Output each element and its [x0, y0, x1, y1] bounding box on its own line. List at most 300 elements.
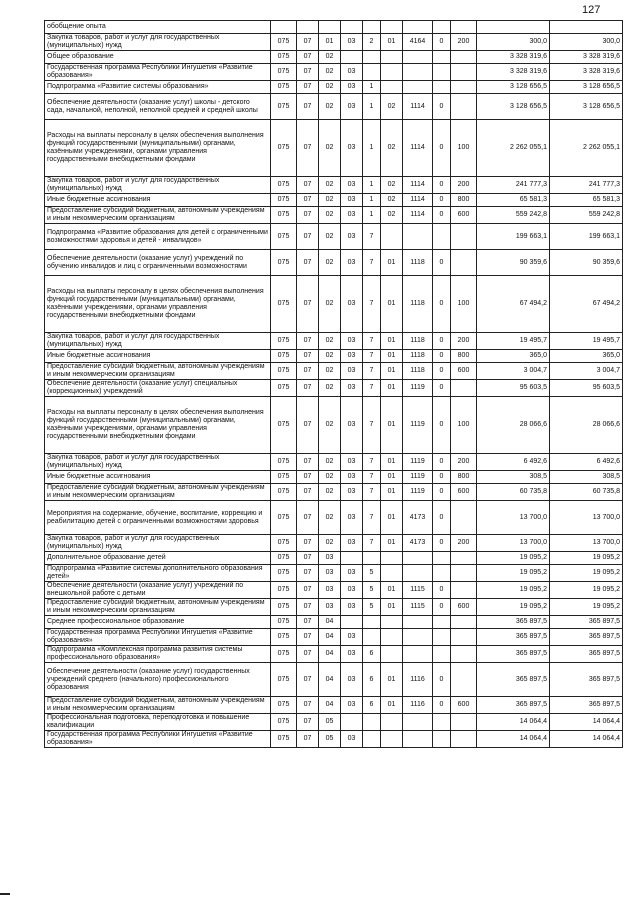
cell-c9: 100 — [451, 120, 477, 177]
cell-c1: 075 — [271, 81, 297, 94]
cell-c5: 1 — [363, 207, 381, 224]
table-row — [45, 51, 623, 64]
cell-c8: 0 — [433, 535, 451, 552]
cell-c9: 600 — [451, 599, 477, 616]
cell-c2: 07 — [297, 380, 319, 397]
cell-c6: 01 — [381, 599, 403, 616]
table-row — [45, 629, 623, 646]
table-row — [45, 454, 623, 471]
cell-c6: 02 — [381, 94, 403, 120]
cell-c7: 1116 — [403, 663, 433, 697]
cell-a1: 3 128 656,5 — [477, 94, 550, 120]
cell-name: Обеспечение деятельности (оказание услуг) специальных (коррекционных) учреждений — [45, 380, 271, 397]
cell-c1: 075 — [271, 194, 297, 207]
cell-c3 — [319, 21, 341, 34]
cell-c3: 02 — [319, 535, 341, 552]
cell-c7 — [403, 629, 433, 646]
cell-c1: 075 — [271, 94, 297, 120]
cell-a2: 365 897,5 — [550, 616, 623, 629]
cell-c2: 07 — [297, 81, 319, 94]
cell-c4 — [341, 552, 363, 565]
table-row — [45, 616, 623, 629]
cell-c4: 03 — [341, 663, 363, 697]
cell-name: обобщение опыта — [45, 21, 271, 34]
cell-c9: 200 — [451, 333, 477, 350]
table-row — [45, 535, 623, 552]
cell-c3: 02 — [319, 224, 341, 250]
table-row — [45, 34, 623, 51]
cell-c5 — [363, 616, 381, 629]
cell-a1: 2 262 055,1 — [477, 120, 550, 177]
cell-c5: 6 — [363, 663, 381, 697]
cell-c3: 02 — [319, 51, 341, 64]
cell-a1: 559 242,8 — [477, 207, 550, 224]
cell-c1: 075 — [271, 207, 297, 224]
cell-c7: 1119 — [403, 454, 433, 471]
cell-c8 — [433, 21, 451, 34]
cell-c1: 075 — [271, 484, 297, 501]
cell-c5: 1 — [363, 120, 381, 177]
cell-c2: 07 — [297, 663, 319, 697]
cell-a1: 365,0 — [477, 350, 550, 363]
cell-name: Государственная программа Республики Ингушетия «Развитие образования» — [45, 64, 271, 81]
cell-c1: 075 — [271, 454, 297, 471]
cell-c6: 01 — [381, 363, 403, 380]
cell-a1: 28 066,6 — [477, 397, 550, 454]
cell-name: Профессиональная подготовка, переподготовка и повышение квалификации — [45, 714, 271, 731]
cell-name: Обеспечение деятельности (оказание услуг) школы - детского сада, начальной, неполной, неполной средней и средней школы — [45, 94, 271, 120]
cell-a2: 13 700,0 — [550, 501, 623, 535]
cell-a2: 14 064,4 — [550, 731, 623, 748]
cell-c3: 03 — [319, 582, 341, 599]
cell-a1: 300,0 — [477, 34, 550, 51]
cell-c3: 01 — [319, 34, 341, 51]
cell-c5: 7 — [363, 454, 381, 471]
cell-a1: 3 128 656,5 — [477, 81, 550, 94]
cell-a2: 3 128 656,5 — [550, 81, 623, 94]
cell-c3: 02 — [319, 501, 341, 535]
cell-name: Подпрограмма «Развитие образования для детей с ограниченными возможностями здоровья и детей - инвалидов» — [45, 224, 271, 250]
cell-c5 — [363, 629, 381, 646]
cell-c9: 200 — [451, 454, 477, 471]
cell-c2: 07 — [297, 714, 319, 731]
cell-c2: 07 — [297, 51, 319, 64]
cell-a1: 19 095,2 — [477, 599, 550, 616]
cell-c2 — [297, 21, 319, 34]
cell-c2: 07 — [297, 501, 319, 535]
table-row — [45, 646, 623, 663]
cell-c3: 02 — [319, 207, 341, 224]
cell-c6 — [381, 629, 403, 646]
cell-c2: 07 — [297, 276, 319, 333]
cell-a2: 308,5 — [550, 471, 623, 484]
cell-c7: 1115 — [403, 582, 433, 599]
cell-c5: 5 — [363, 599, 381, 616]
cell-c6 — [381, 616, 403, 629]
cell-c4: 03 — [341, 454, 363, 471]
cell-c2: 07 — [297, 397, 319, 454]
cell-c7: 4173 — [403, 501, 433, 535]
cell-name: Государственная программа Республики Ингушетия «Развитие образования» — [45, 629, 271, 646]
cell-c3: 04 — [319, 697, 341, 714]
cell-c1: 075 — [271, 471, 297, 484]
cell-c1: 075 — [271, 34, 297, 51]
cell-c4 — [341, 21, 363, 34]
cell-a1: 19 495,7 — [477, 333, 550, 350]
cell-c3: 04 — [319, 646, 341, 663]
table-row — [45, 363, 623, 380]
cell-c3: 02 — [319, 120, 341, 177]
table-row — [45, 484, 623, 501]
cell-c7: 1118 — [403, 363, 433, 380]
cell-c8 — [433, 646, 451, 663]
cell-c8: 0 — [433, 582, 451, 599]
cell-c6: 01 — [381, 380, 403, 397]
cell-name: Общее образование — [45, 51, 271, 64]
cell-c7: 1114 — [403, 207, 433, 224]
cell-a2: 3 004,7 — [550, 363, 623, 380]
cell-c4: 03 — [341, 501, 363, 535]
cell-c5: 5 — [363, 565, 381, 582]
cell-c5: 7 — [363, 276, 381, 333]
cell-name: Дополнительное образование детей — [45, 552, 271, 565]
table-row — [45, 380, 623, 397]
cell-a1: 365 897,5 — [477, 629, 550, 646]
table-row — [45, 276, 623, 333]
cell-c4: 03 — [341, 363, 363, 380]
cell-c2: 07 — [297, 333, 319, 350]
cell-c7: 1114 — [403, 194, 433, 207]
cell-c3: 02 — [319, 471, 341, 484]
cell-c7: 1119 — [403, 471, 433, 484]
cell-c3: 05 — [319, 714, 341, 731]
cell-c9 — [451, 565, 477, 582]
cell-c7 — [403, 565, 433, 582]
cell-c8: 0 — [433, 250, 451, 276]
cell-a2: 60 735,8 — [550, 484, 623, 501]
cell-c9 — [451, 81, 477, 94]
cell-c4: 03 — [341, 697, 363, 714]
cell-a1: 14 064,4 — [477, 731, 550, 748]
cell-c2: 07 — [297, 599, 319, 616]
table-body — [45, 21, 623, 748]
cell-c2: 07 — [297, 177, 319, 194]
cell-c8 — [433, 51, 451, 64]
cell-a1: 13 700,0 — [477, 535, 550, 552]
cell-c1: 075 — [271, 276, 297, 333]
cell-c2: 07 — [297, 731, 319, 748]
cell-name: Подпрограмма «Развитие системы образования» — [45, 81, 271, 94]
cell-c1: 075 — [271, 397, 297, 454]
cell-c5: 5 — [363, 582, 381, 599]
cell-c2: 07 — [297, 194, 319, 207]
cell-c7: 1114 — [403, 94, 433, 120]
cell-c5: 1 — [363, 194, 381, 207]
cell-c5: 6 — [363, 646, 381, 663]
cell-name: Подпрограмма «Комплексная программа развития системы профессионального образования» — [45, 646, 271, 663]
cell-a2: 19 095,2 — [550, 552, 623, 565]
cell-c7 — [403, 731, 433, 748]
cell-a1: 67 494,2 — [477, 276, 550, 333]
cell-c3: 02 — [319, 333, 341, 350]
cell-c2: 07 — [297, 646, 319, 663]
cell-c1: 075 — [271, 697, 297, 714]
cell-c7 — [403, 21, 433, 34]
cell-a1: 90 359,6 — [477, 250, 550, 276]
cell-c9 — [451, 552, 477, 565]
cell-c3: 04 — [319, 616, 341, 629]
cell-c7 — [403, 646, 433, 663]
cell-c7: 1119 — [403, 380, 433, 397]
cell-c5: 1 — [363, 94, 381, 120]
cell-c5: 7 — [363, 380, 381, 397]
cell-c3: 02 — [319, 363, 341, 380]
cell-c4: 03 — [341, 250, 363, 276]
table-row — [45, 250, 623, 276]
cell-c5: 7 — [363, 363, 381, 380]
cell-c3: 02 — [319, 177, 341, 194]
cell-c4: 03 — [341, 120, 363, 177]
cell-name: Обеспечение деятельности (оказание услуг) учреждений по обучению инвалидов и лиц с ограниченными возможностями — [45, 250, 271, 276]
cell-c6: 01 — [381, 663, 403, 697]
cell-c6 — [381, 552, 403, 565]
cell-c6 — [381, 81, 403, 94]
cell-c9: 600 — [451, 363, 477, 380]
cell-c8 — [433, 731, 451, 748]
cell-c6: 01 — [381, 484, 403, 501]
cell-c3: 04 — [319, 629, 341, 646]
cell-c2: 07 — [297, 207, 319, 224]
table-row — [45, 177, 623, 194]
cell-c9: 600 — [451, 484, 477, 501]
cell-c7 — [403, 552, 433, 565]
cell-c8: 0 — [433, 333, 451, 350]
cell-c4: 03 — [341, 471, 363, 484]
cell-c6 — [381, 64, 403, 81]
cell-c5: 7 — [363, 397, 381, 454]
cell-a2: 199 663,1 — [550, 224, 623, 250]
cell-c1 — [271, 21, 297, 34]
cell-c3: 02 — [319, 64, 341, 81]
cell-name: Предоставление субсидий бюджетным, автономным учреждениям и иным некоммерческим организациям — [45, 363, 271, 380]
cell-c6: 02 — [381, 177, 403, 194]
cell-c9 — [451, 629, 477, 646]
cell-a1: 365 897,5 — [477, 646, 550, 663]
cell-c1: 075 — [271, 380, 297, 397]
cell-c7 — [403, 616, 433, 629]
cell-c4: 03 — [341, 565, 363, 582]
cell-c3: 02 — [319, 276, 341, 333]
cell-c2: 07 — [297, 582, 319, 599]
cell-c4: 03 — [341, 276, 363, 333]
page-number: 127 — [582, 4, 601, 16]
cell-c6: 01 — [381, 471, 403, 484]
cell-c8: 0 — [433, 276, 451, 333]
cell-a2: 365 897,5 — [550, 629, 623, 646]
cell-a1: 13 700,0 — [477, 501, 550, 535]
cell-a2: 19 495,7 — [550, 333, 623, 350]
cell-c9 — [451, 714, 477, 731]
cell-name: Закупка товаров, работ и услуг для государственных (муниципальных) нужд — [45, 177, 271, 194]
cell-c8: 0 — [433, 599, 451, 616]
table-row — [45, 552, 623, 565]
cell-c3: 05 — [319, 731, 341, 748]
cell-c5 — [363, 731, 381, 748]
cell-c1: 075 — [271, 64, 297, 81]
cell-c6 — [381, 646, 403, 663]
table-row — [45, 64, 623, 81]
cell-c4: 03 — [341, 582, 363, 599]
cell-c9 — [451, 646, 477, 663]
cell-c6 — [381, 21, 403, 34]
cell-c2: 07 — [297, 64, 319, 81]
cell-a2: 65 581,3 — [550, 194, 623, 207]
cell-c6 — [381, 731, 403, 748]
cell-c1: 075 — [271, 501, 297, 535]
cell-c5: 1 — [363, 177, 381, 194]
cell-c6: 01 — [381, 250, 403, 276]
cell-c1: 075 — [271, 120, 297, 177]
cell-c1: 075 — [271, 552, 297, 565]
cell-name: Обеспечение деятельности (оказание услуг) государственных учреждений среднего (начального) профессионального образования — [45, 663, 271, 697]
cell-c9 — [451, 64, 477, 81]
cell-name: Закупка товаров, работ и услуг для государственных (муниципальных) нужд — [45, 34, 271, 51]
cell-name: Закупка товаров, работ и услуг для государственных (муниципальных) нужд — [45, 333, 271, 350]
cell-c1: 075 — [271, 616, 297, 629]
cell-c8: 0 — [433, 697, 451, 714]
cell-c2: 07 — [297, 535, 319, 552]
cell-c2: 07 — [297, 552, 319, 565]
cell-c8: 0 — [433, 34, 451, 51]
cell-c1: 075 — [271, 731, 297, 748]
cell-a2: 6 492,6 — [550, 454, 623, 471]
cell-c5: 7 — [363, 250, 381, 276]
cell-c4: 03 — [341, 629, 363, 646]
cell-a2: 2 262 055,1 — [550, 120, 623, 177]
cell-c6 — [381, 51, 403, 64]
table-row — [45, 207, 623, 224]
cell-c9: 600 — [451, 207, 477, 224]
cell-c3: 02 — [319, 484, 341, 501]
cell-c9 — [451, 582, 477, 599]
cell-c9: 100 — [451, 276, 477, 333]
cell-c6 — [381, 224, 403, 250]
cell-a2: 3 328 319,6 — [550, 51, 623, 64]
cell-c8: 0 — [433, 177, 451, 194]
cell-name: Государственная программа Республики Ингушетия «Развитие образования» — [45, 731, 271, 748]
cell-a2: 95 603,5 — [550, 380, 623, 397]
cell-a2: 3 128 656,5 — [550, 94, 623, 120]
cell-c5: 7 — [363, 471, 381, 484]
cell-c1: 075 — [271, 333, 297, 350]
cell-c8 — [433, 81, 451, 94]
cell-c4: 03 — [341, 224, 363, 250]
cell-c9: 200 — [451, 34, 477, 51]
cell-c9 — [451, 94, 477, 120]
cell-c2: 07 — [297, 120, 319, 177]
cell-c6: 01 — [381, 501, 403, 535]
cell-c8: 0 — [433, 350, 451, 363]
cell-c8 — [433, 224, 451, 250]
cell-c3: 02 — [319, 350, 341, 363]
cell-a2: 14 064,4 — [550, 714, 623, 731]
cell-c6: 01 — [381, 350, 403, 363]
cell-c2: 07 — [297, 484, 319, 501]
scan-edge-mark — [0, 893, 10, 895]
cell-c7 — [403, 64, 433, 81]
cell-c9 — [451, 616, 477, 629]
cell-c7: 1119 — [403, 397, 433, 454]
table-row — [45, 663, 623, 697]
cell-c7: 1118 — [403, 276, 433, 333]
cell-c4: 03 — [341, 177, 363, 194]
cell-c5: 7 — [363, 535, 381, 552]
cell-c7 — [403, 224, 433, 250]
cell-a1: 241 777,3 — [477, 177, 550, 194]
cell-c5: 7 — [363, 484, 381, 501]
cell-c4 — [341, 616, 363, 629]
cell-name: Расходы на выплаты персоналу в целях обеспечения выполнения функций государственными (муниципальными) органами, казёнными учреждениями, органами управления государственными внебюджетными фондами — [45, 120, 271, 177]
cell-c5: 7 — [363, 224, 381, 250]
cell-c7 — [403, 51, 433, 64]
cell-name: Предоставление субсидий бюджетным, автономным учреждениям и иным некоммерческим организациям — [45, 599, 271, 616]
table-row — [45, 582, 623, 599]
cell-name: Закупка товаров, работ и услуг для государственных (муниципальных) нужд — [45, 535, 271, 552]
cell-c6: 02 — [381, 207, 403, 224]
table-row — [45, 120, 623, 177]
cell-a1: 19 095,2 — [477, 582, 550, 599]
cell-c2: 07 — [297, 94, 319, 120]
cell-name: Расходы на выплаты персоналу в целях обеспечения выполнения функций государственными (муниципальными) органами, казёнными учреждениями, органами управления государственными внебюджетными фондами — [45, 397, 271, 454]
table-row — [45, 397, 623, 454]
cell-c3: 03 — [319, 552, 341, 565]
cell-c2: 07 — [297, 565, 319, 582]
cell-c9: 100 — [451, 397, 477, 454]
cell-c6: 01 — [381, 454, 403, 471]
cell-a1: 19 095,2 — [477, 565, 550, 582]
cell-name: Подпрограмма «Развитие системы дополнительного образования детей» — [45, 565, 271, 582]
cell-a1: 19 095,2 — [477, 552, 550, 565]
cell-c2: 07 — [297, 250, 319, 276]
cell-c5: 6 — [363, 697, 381, 714]
cell-c8: 0 — [433, 454, 451, 471]
table-row — [45, 224, 623, 250]
table-row — [45, 350, 623, 363]
cell-c6: 01 — [381, 34, 403, 51]
cell-name: Предоставление субсидий бюджетным, автономным учреждениям и иным некоммерческим организациям — [45, 484, 271, 501]
cell-c4: 03 — [341, 350, 363, 363]
cell-c2: 07 — [297, 350, 319, 363]
cell-c7: 1118 — [403, 250, 433, 276]
cell-c9: 800 — [451, 350, 477, 363]
cell-c4: 03 — [341, 484, 363, 501]
cell-c5: 7 — [363, 350, 381, 363]
cell-c1: 075 — [271, 51, 297, 64]
budget-table — [44, 20, 623, 748]
cell-c4: 03 — [341, 64, 363, 81]
cell-c8: 0 — [433, 194, 451, 207]
cell-a1: 365 897,5 — [477, 616, 550, 629]
cell-c8: 0 — [433, 380, 451, 397]
cell-c2: 07 — [297, 697, 319, 714]
cell-a2: 19 095,2 — [550, 582, 623, 599]
cell-c6 — [381, 565, 403, 582]
table-row — [45, 194, 623, 207]
cell-c8: 0 — [433, 471, 451, 484]
cell-c9 — [451, 663, 477, 697]
cell-c8 — [433, 616, 451, 629]
cell-c8: 0 — [433, 663, 451, 697]
